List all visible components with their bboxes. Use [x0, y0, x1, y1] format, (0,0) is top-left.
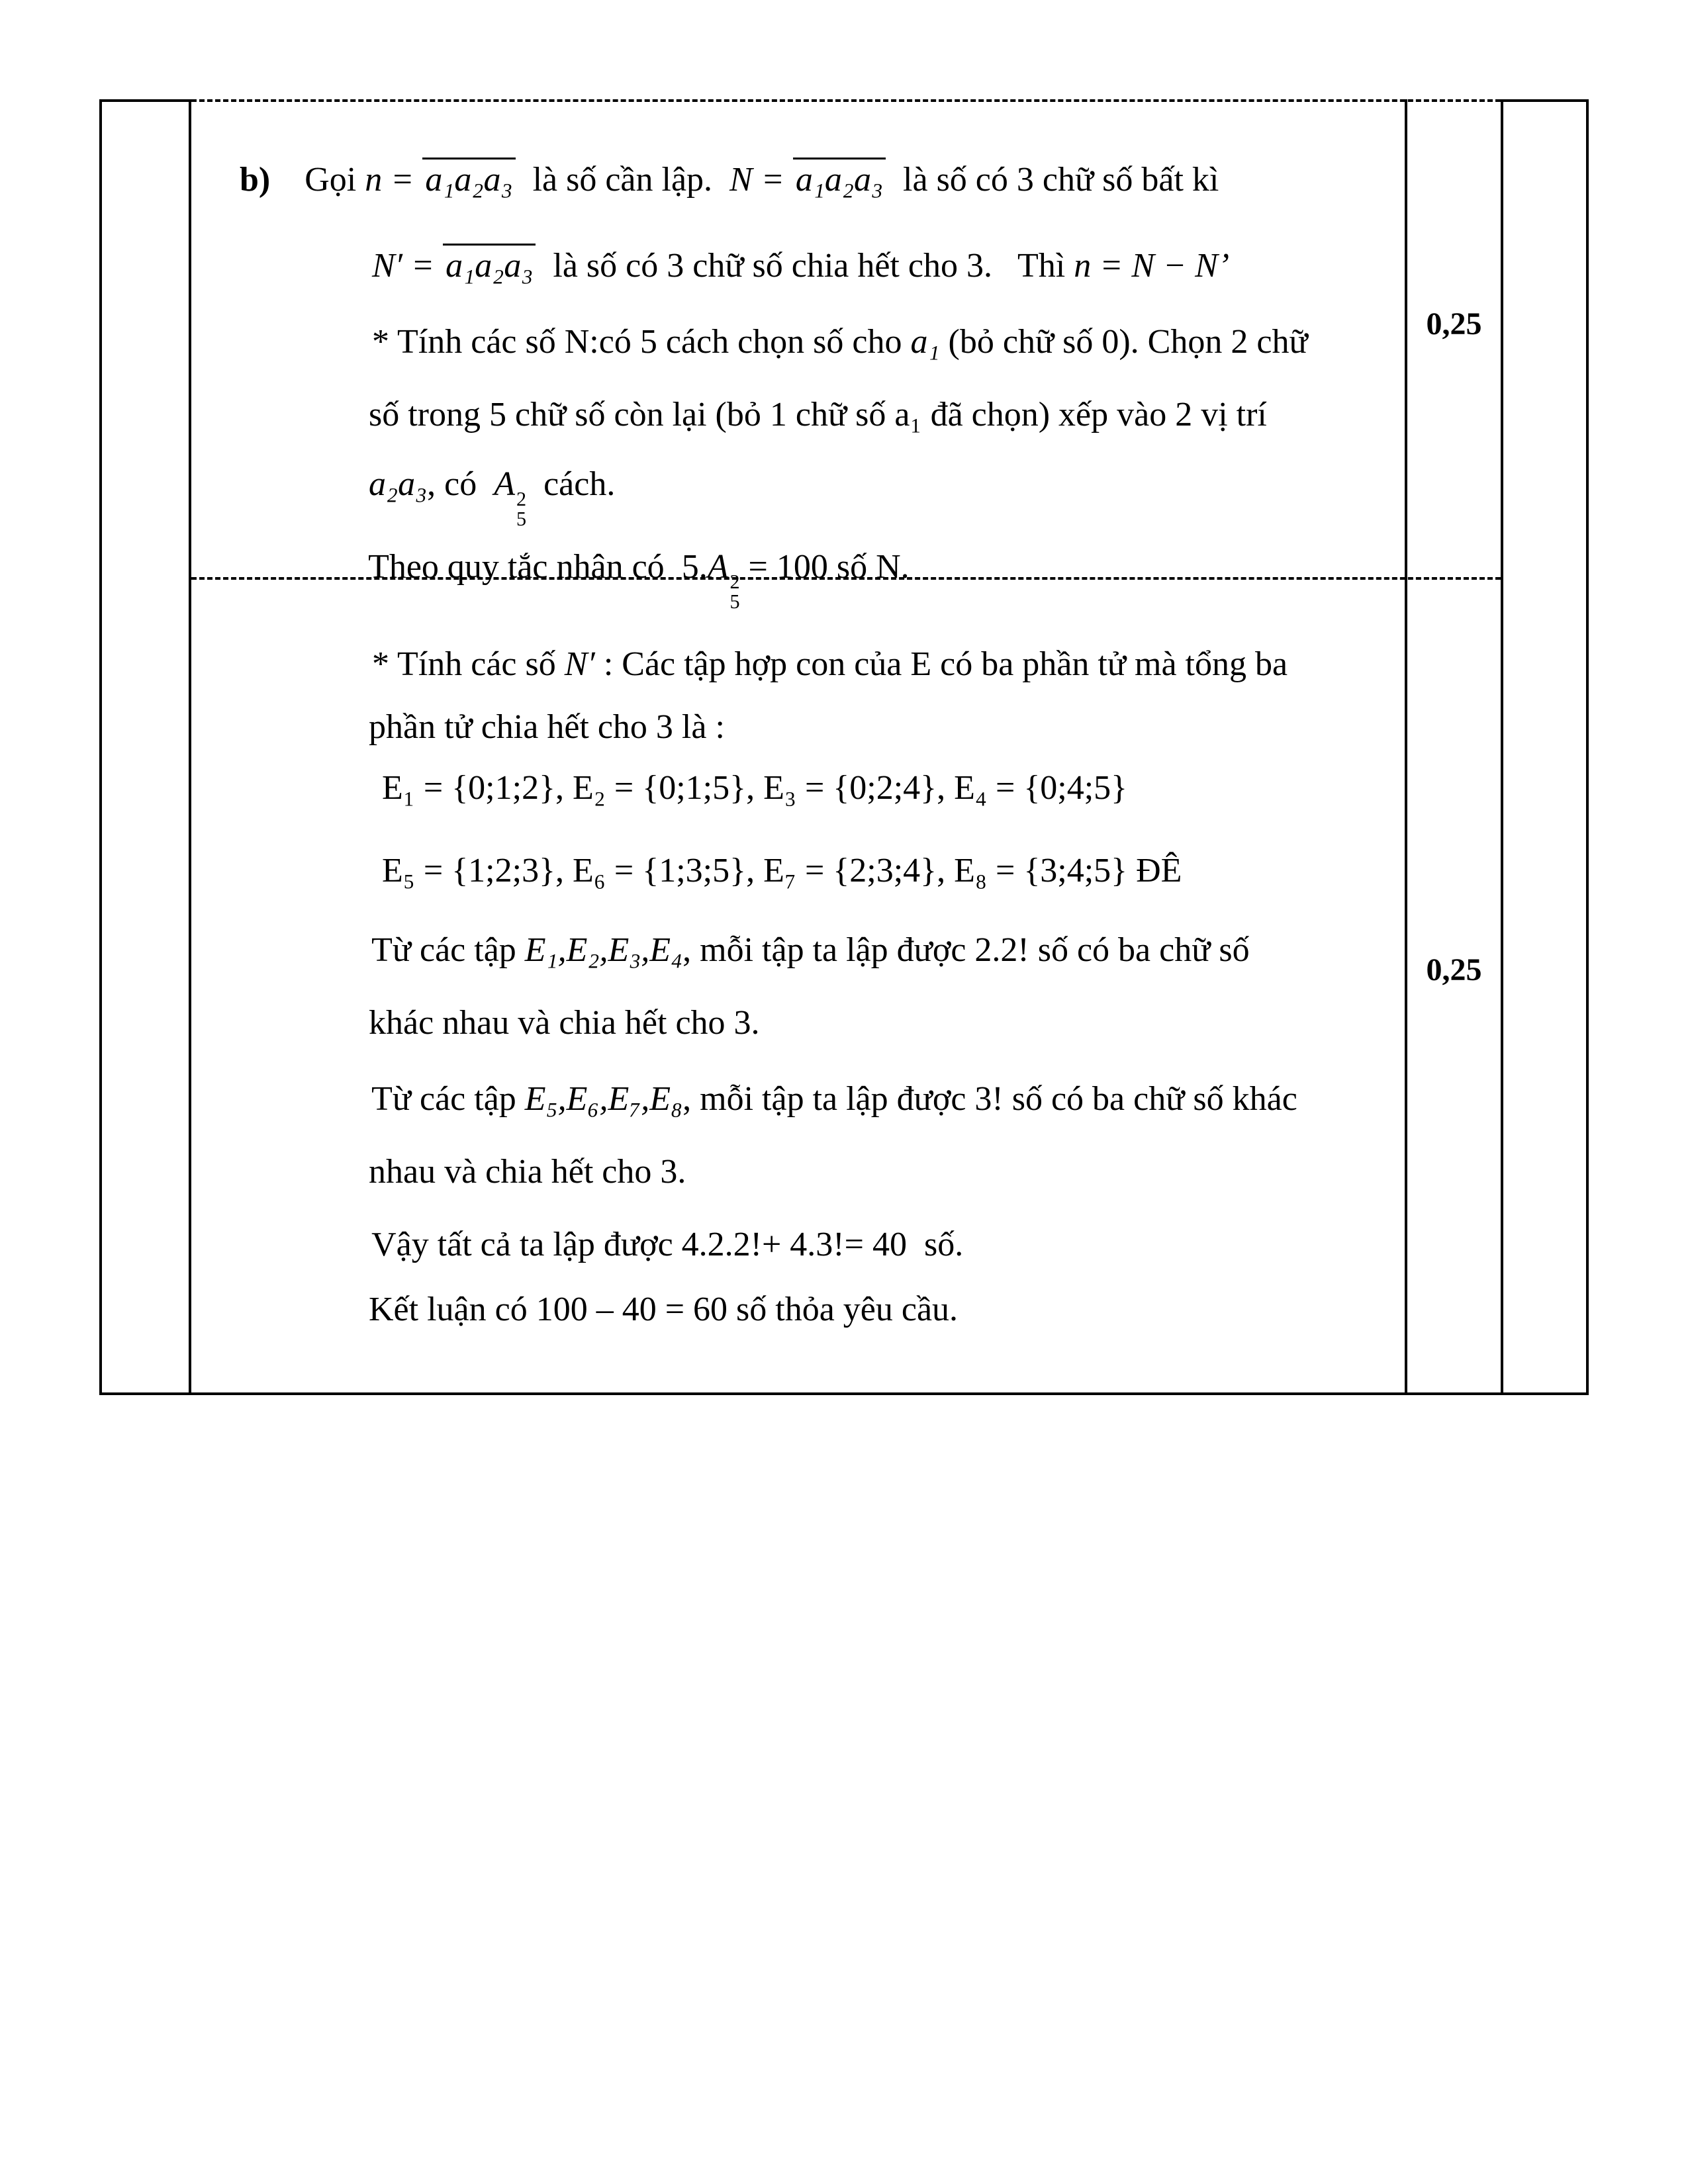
math-run: 2.2! — [974, 931, 1029, 969]
text-run: là số cần lập. — [515, 161, 730, 199]
math-overline-a1a2a3: a₁a₂a₃ — [443, 244, 536, 285]
math-A52 — [707, 548, 740, 614]
table-border-top-left-solid — [99, 99, 191, 102]
text-run: ĐÊ — [1127, 852, 1182, 889]
math-sets-E5-E8: E₅ = {1;2;3}, E₆ = {1;3;5}, E₇ = {2;3;4}, E₈ = {3;4;5} — [382, 852, 1128, 889]
math-run: 5. — [681, 548, 708, 586]
math-run: n = N − N’ — [1074, 247, 1230, 285]
text-run: (bỏ chữ số 0). Chọn 2 chữ — [939, 323, 1308, 361]
math-a1: a₁ — [910, 323, 940, 361]
text-run: nhau và chia hết cho 3. — [369, 1153, 686, 1191]
table-border-bottom — [99, 1392, 1589, 1395]
text-run: số có ba chữ số — [1029, 931, 1250, 969]
table-border-top-right-solid — [1501, 99, 1589, 102]
text-run: khác nhau và chia hết cho 3. — [369, 1004, 760, 1042]
math-run: = 100 — [739, 548, 828, 586]
text-run: là số có 3 chữ số chia hết cho 3. Thì — [536, 247, 1074, 285]
score-cell-row2: 0,25 — [1426, 952, 1482, 987]
math-overline-a1a2a3: a₁a₂a₃ — [793, 158, 886, 199]
math-a2a3: a₂a₃ — [369, 465, 428, 503]
text-run: Vậy tất cả ta lập được — [371, 1226, 682, 1263]
math-overline-a1a2a3: a₁a₂a₃ — [422, 158, 515, 199]
math-superscript: 2 — [729, 570, 740, 593]
math-symbol-A: A — [494, 465, 516, 503]
solution-line-16 — [334, 1244, 958, 1375]
text-run: cách. — [526, 465, 616, 503]
math-sets-E1-E4: E₁ = {0;1;2}, E₂ = {0;1;5}, E₃ = {0;2;4}, E₄ = {0;4;5} — [382, 769, 1128, 807]
text-run: Kết luận có 100 – 40 = 60 số thỏa yêu cầu. — [369, 1291, 959, 1328]
math-A52 — [494, 465, 527, 531]
table-border-right — [1586, 99, 1589, 1394]
math-run: N′ = — [372, 247, 444, 285]
text-run: số trong 5 chữ số còn lại (bỏ 1 chữ số a₁ đã chọn) xếp vào 2 vị trí — [369, 396, 1267, 433]
text-run: là số có 3 chữ số bất kì — [886, 161, 1219, 199]
math-Nprime: N′ — [564, 645, 595, 683]
math-subscript: 5 — [729, 590, 740, 614]
math-run: 3! — [974, 1080, 1004, 1118]
text-run: số. — [906, 1226, 964, 1263]
math-subscript: 5 — [516, 508, 527, 531]
math-run: N = — [729, 161, 793, 199]
math-run: 4.2.2!+ 4.3!= 40 — [681, 1226, 907, 1263]
math-superscript: 2 — [516, 487, 527, 510]
math-run: n = — [365, 161, 423, 199]
text-run: Từ các tập — [371, 931, 525, 969]
text-run: Theo quy tắc nhân có — [368, 548, 682, 586]
text-run: số có ba chữ số khác — [1003, 1080, 1297, 1118]
text-run: * Tính các số — [372, 645, 565, 683]
table-border-score-right — [1501, 99, 1503, 1394]
text-run: , mỗi tập ta lập được — [682, 931, 975, 969]
text-run: : Các tập hợp con của E có ba phần tử mà tổng ba — [594, 645, 1288, 683]
math-run: E₁,E₂,E₃,E₄ — [524, 931, 683, 969]
table-border-col1-right — [189, 99, 191, 1394]
text-run: Từ các tập — [371, 1080, 525, 1118]
text-run: phần tử chia hết cho 3 là : — [369, 708, 725, 746]
score-cell-row1: 0,25 — [1426, 306, 1482, 341]
part-label-b: b) — [240, 161, 271, 199]
table-border-left — [99, 99, 102, 1394]
text-run: , có — [427, 465, 494, 503]
text-run: Gọi — [305, 161, 365, 199]
table-border-top-dashed — [191, 99, 1501, 102]
math-run: E₅,E₆,E₇,E₈ — [524, 1080, 683, 1118]
table-border-score-left — [1405, 99, 1407, 1394]
text-run: * Tính các số N:có 5 cách chọn số cho — [372, 323, 911, 361]
text-run: , mỗi tập ta lập được — [682, 1080, 975, 1118]
text-run: số N. — [827, 548, 910, 586]
math-symbol-A: A — [707, 548, 729, 586]
